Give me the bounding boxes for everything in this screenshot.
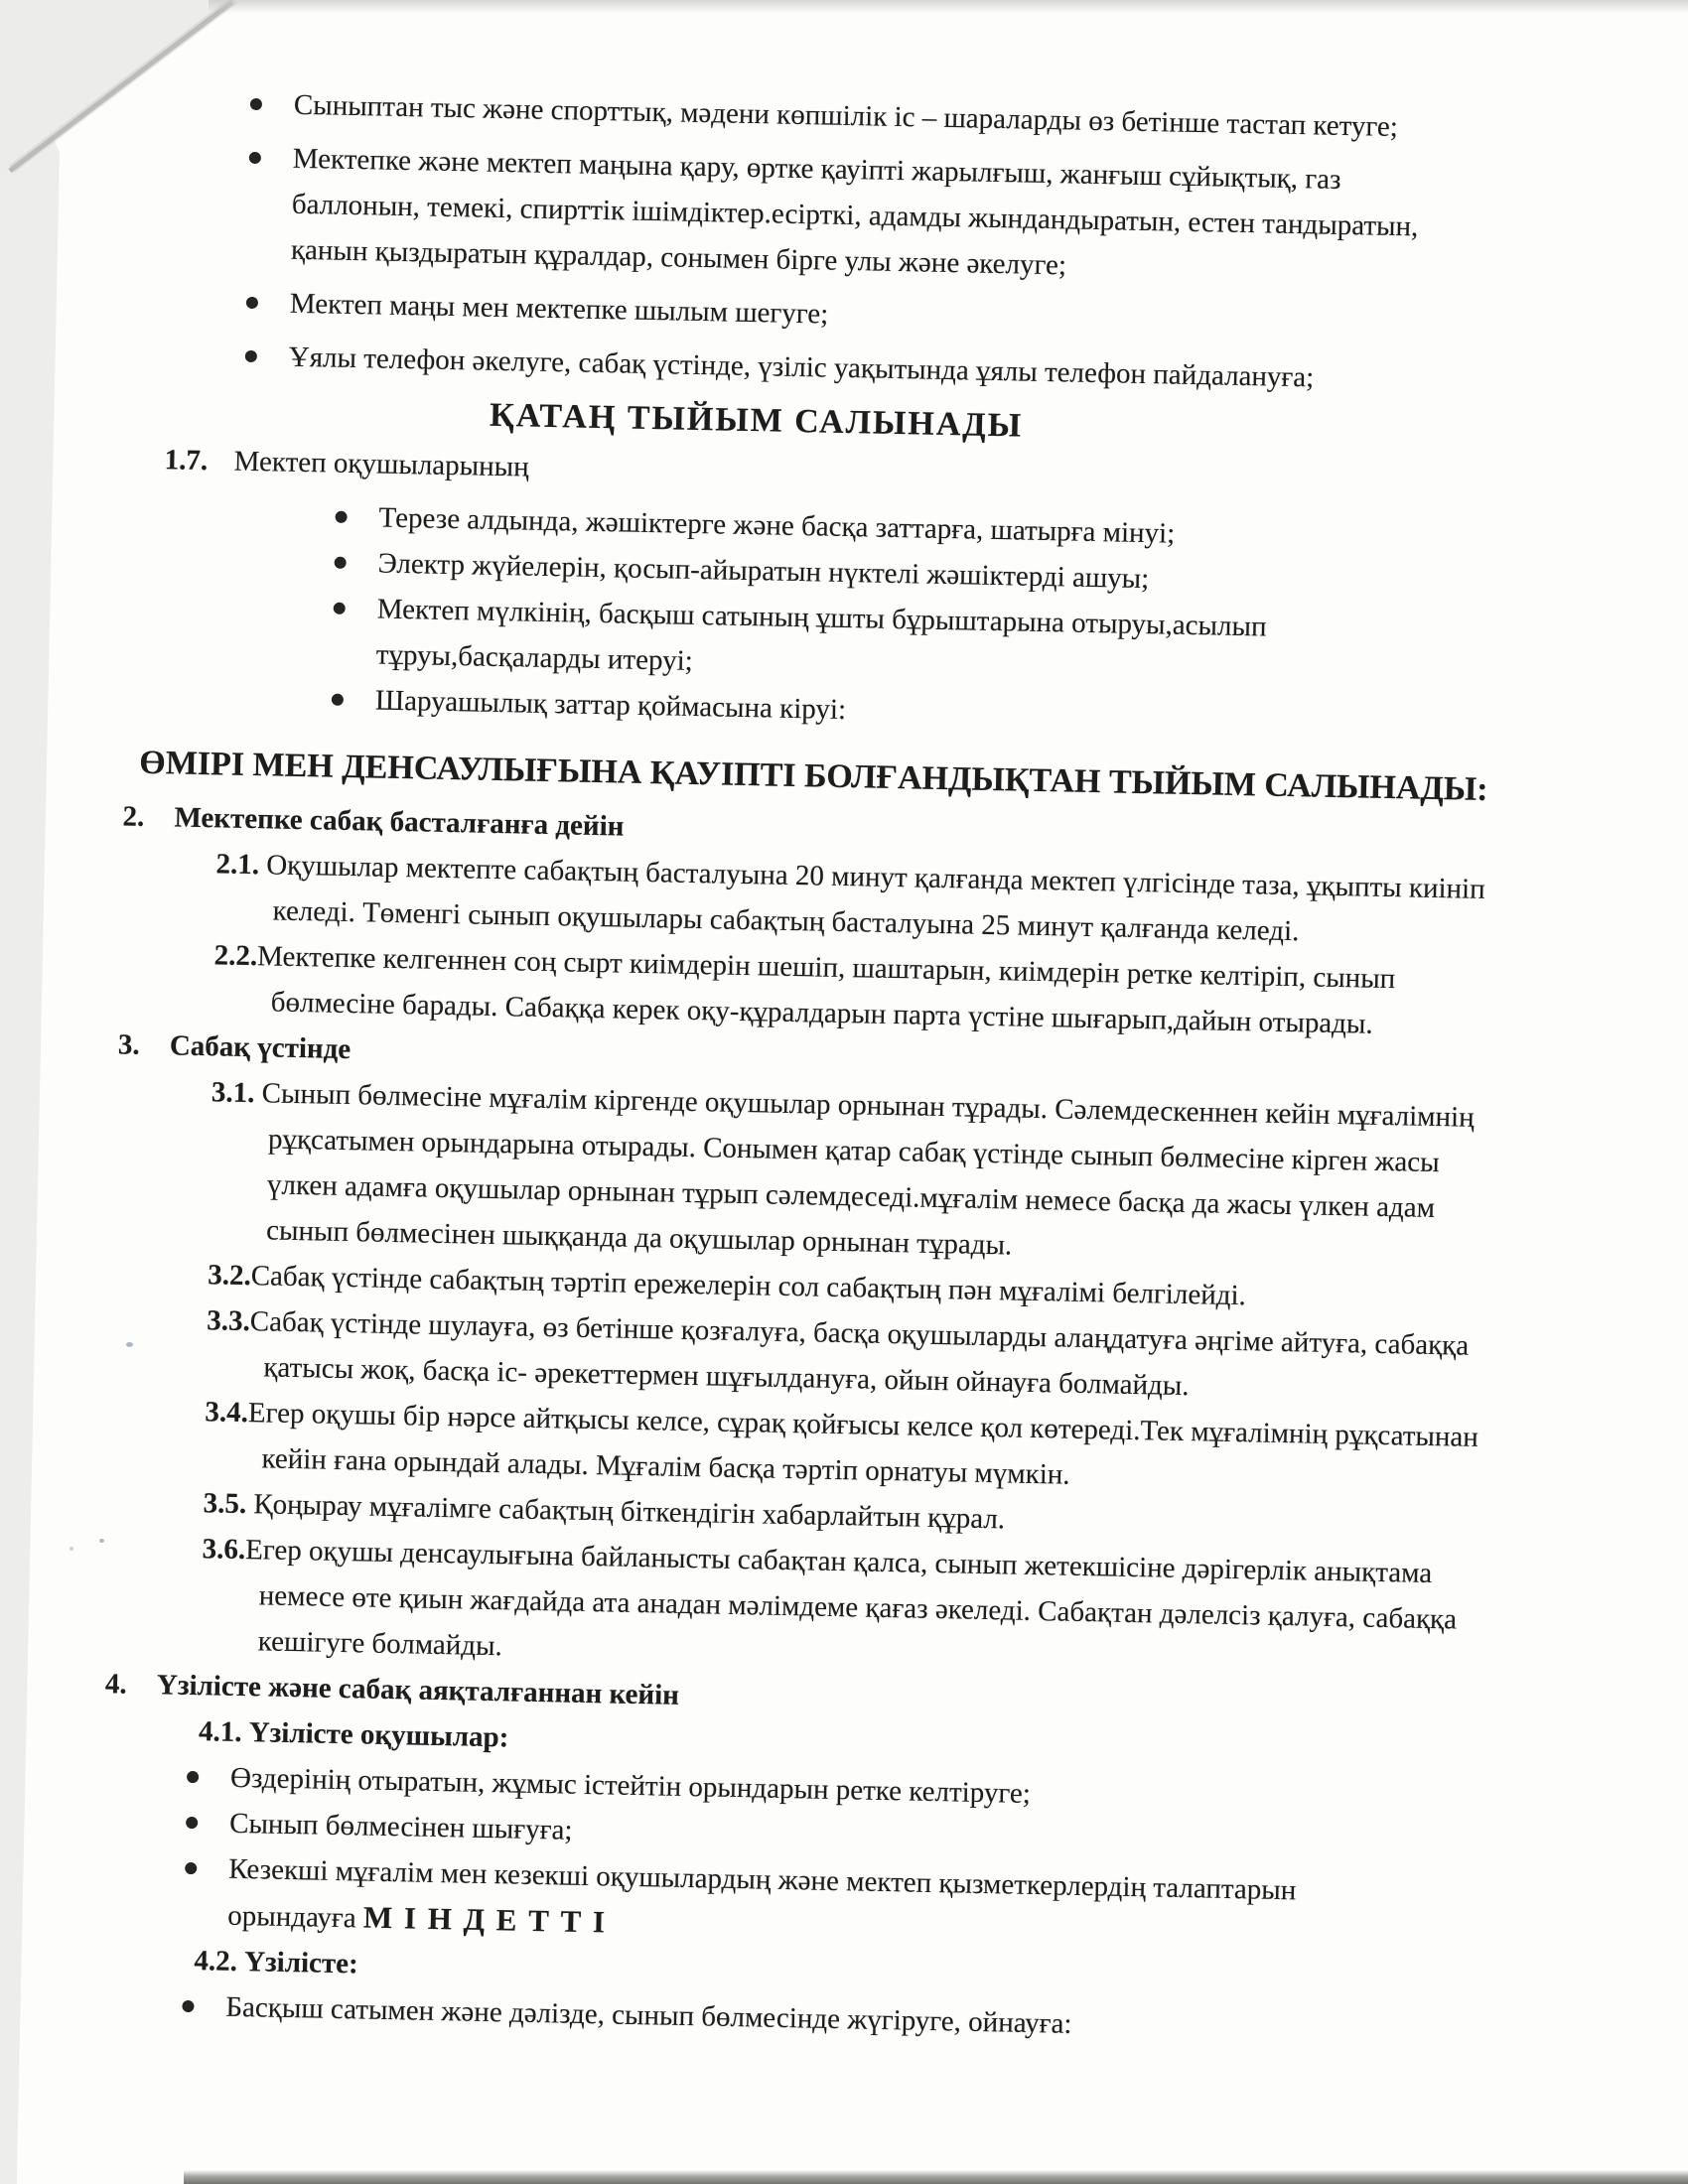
bullet-icon bbox=[335, 511, 347, 523]
list-item-text: Сынып бөлмесінен шығуға; bbox=[228, 1807, 573, 1846]
heading-strictly-forbidden: ҚАТАҢ ТЫЙЫМ САЛЫНАДЫ bbox=[489, 396, 1024, 445]
clause-text: Егер оқушы денсаулығына байланысты сабақтан қалса, сынып жетекшісіне дәрігерлік анықтама немесе өте қиын жағдайда ата анадан мәлімдеме қағаз әкеледі. Сабақтан дәлелсіз қалуға, сабаққа кешігуге болмайды. bbox=[244, 1534, 1458, 1663]
list-item-text: Кезекші мұғалім мен кезекші оқушылардың және мектеп қызметкерлердің талаптарын орындауға bbox=[226, 1852, 1297, 1935]
bullet-icon bbox=[249, 152, 261, 164]
heading-life-health-danger: ӨМІРІ МЕН ДЕНСАУЛЫҒЫНА ҚАУІПТІ БОЛҒАНДЫҚТАН ТЫЙЫМ САЛЫНАДЫ: bbox=[138, 744, 1488, 809]
clause-text: Сабақ үстінде сабақтың тәртіп ережелерін сол сабақтың пән мұғалімі белгілейді. bbox=[250, 1260, 1247, 1312]
clause-text: Қоңырау мұғалімге сабақтың біткендігін хабарлайтын құрал. bbox=[245, 1488, 1006, 1536]
clause-number: 3.3. bbox=[207, 1304, 251, 1338]
list-item-text: Өздерінің отыратын, жұмыс істейтін орындарын ретке келтіруге; bbox=[229, 1761, 1032, 1810]
clause-text: Мектеп оқушыларының bbox=[233, 445, 530, 483]
bullet-icon bbox=[185, 1862, 197, 1874]
obligated-emphasis: М І Н Д Е Т Т І bbox=[362, 1899, 608, 1940]
bullet-icon bbox=[335, 557, 347, 569]
forbidden-actions-list bbox=[0, 76, 1646, 407]
list-item-text: Мектеп маңы мен мектепке шылым шегуге; bbox=[289, 287, 829, 331]
section-title-text: Сабақ үстінде bbox=[169, 1029, 352, 1066]
list-item-text: Терезе алдында, жәшіктерге және басқа заттарға, шатырға мінуі; bbox=[378, 501, 1176, 550]
clause-text: Сынып бөлмесіне мұғалім кіргенде оқушылар орнынан тұрады. Сәлемдескеннен кейін мұғалімнің рұқсатымен орындарына отырады. Сонымен қатар сабақ үстінде сынып бөлмесіне кірген жасы үлкен адамға оқушылар орнынан тұрып сәлемдеседі.мұғалім немесе басқа да жасы үлкен адам сынып бөлмесінен шыққанда да оқушылар орнынан тұрады. bbox=[254, 1077, 1475, 1262]
clause-title-text: Үзілісте: bbox=[243, 1946, 359, 1980]
clause-4-1-list bbox=[0, 1749, 1613, 1966]
list-item-text: Электр жүйелерін, қосып-айыратын нүктелі жәшіктерді ашуы; bbox=[377, 547, 1150, 596]
clause-1-7-list bbox=[0, 487, 1638, 749]
list-item-text: Шаруашылық заттар қоймасына кіруі: bbox=[374, 684, 847, 727]
bullet-icon bbox=[182, 2000, 194, 2012]
list-item-text: Ұялы телефон әкелуге, сабақ үстінде, үзіліс уақытында ұялы телефон пайдалануға; bbox=[288, 341, 1315, 394]
list-item bbox=[291, 136, 1645, 300]
clause-number: 4.2. bbox=[194, 1945, 238, 1978]
bullet-icon bbox=[250, 98, 262, 110]
scan-bottom-edge bbox=[184, 2170, 1688, 2184]
clause-text: Егер оқушы бір нәрсе айтқысы келсе, сұрақ қойғысы келсе қол көтереді.Тек мұғалімнің рұқсатынан кейін ғана орындай алады. Мұғалім басқа тәртіп орнатуы мүмкін. bbox=[247, 1397, 1479, 1491]
section-title-text: Үзілісте және сабақ аяқталғаннан кейін bbox=[156, 1669, 680, 1711]
clause-number: 3.4. bbox=[205, 1396, 249, 1430]
clause-number: 1.7. bbox=[164, 444, 209, 478]
clause-number: 3.1. bbox=[211, 1076, 255, 1110]
bullet-icon bbox=[187, 1771, 199, 1783]
clause-number: 2.1. bbox=[215, 848, 260, 882]
clause-number: 3.2. bbox=[207, 1259, 252, 1293]
bullet-icon bbox=[246, 297, 258, 309]
list-item-text: Мектеп мүлкінің, басқыш сатының ұшты бұрыштарына отыруы,асылып тұруы,басқаларды итеруі; bbox=[375, 593, 1267, 677]
bullet-icon bbox=[334, 603, 346, 614]
clause-3-6 bbox=[202, 1527, 1478, 1689]
list-item-text: Басқыш сатымен және дәлізде, сынып бөлмесінде жүгіруге, ойнауға: bbox=[225, 1990, 1072, 2040]
clause-text: Мектепке келгеннен соң сырт киімдерін шешіп, шаштарын, киімдерін ретке келтіріп, сынып бөлмесіне барады. Сабаққа керек оқу-құралдарын парта үстіне шығарып,дайын отырады. bbox=[256, 940, 1396, 1040]
section-title-text: Мектепке сабақ басталғанға дейін bbox=[174, 801, 625, 843]
list-item-text: Мектепке және мектеп маңына қару, өртке қауіпті жарылғыш, жанғыш сұйықтық, газ баллонын, темекі, спирттік ішімдіктер.есірткі, адамды жындандыратын, естен тандыратын, қанын қыздыратын құралдар, сонымен бірге улы және әкелуге; bbox=[290, 142, 1419, 282]
clause-number: 3.6. bbox=[202, 1533, 246, 1567]
bullet-icon bbox=[245, 350, 257, 362]
bullet-icon bbox=[332, 694, 344, 706]
clause-title-text: Үзілісте оқушылар: bbox=[248, 1716, 509, 1754]
bullet-icon bbox=[186, 1817, 198, 1829]
clause-text: Сабақ үстінде шулауға, өз бетінше қозғалуға, басқа оқушыларды алаңдатуға әңгіме айтуға, сабаққа қатысы жоқ, басқа іс- әрекеттермен шұғылдануға, ойын ойнауға болмайды. bbox=[249, 1305, 1470, 1403]
clause-number: 2.2. bbox=[213, 939, 258, 973]
clause-text: Оқушылар мектепте сабақтың басталуына 20 минут қалғанда мектеп үлгісінде таза, ұқыпты киініп келеді. Төменгі сынып оқушылары сабақтың басталуына 25 минут қалғанда келеді. bbox=[258, 849, 1486, 948]
section-number: 4. bbox=[104, 1668, 128, 1701]
clause-number: 4.1. bbox=[198, 1715, 242, 1749]
list-item-text: Сыныптан тыс және спорттық, мәдени көпшілік іс – шараларды өз бетінше тастап кетуге; bbox=[293, 88, 1399, 144]
clause-number: 3.5. bbox=[203, 1487, 247, 1521]
section-number: 2. bbox=[122, 800, 145, 833]
section-number: 3. bbox=[117, 1028, 140, 1061]
